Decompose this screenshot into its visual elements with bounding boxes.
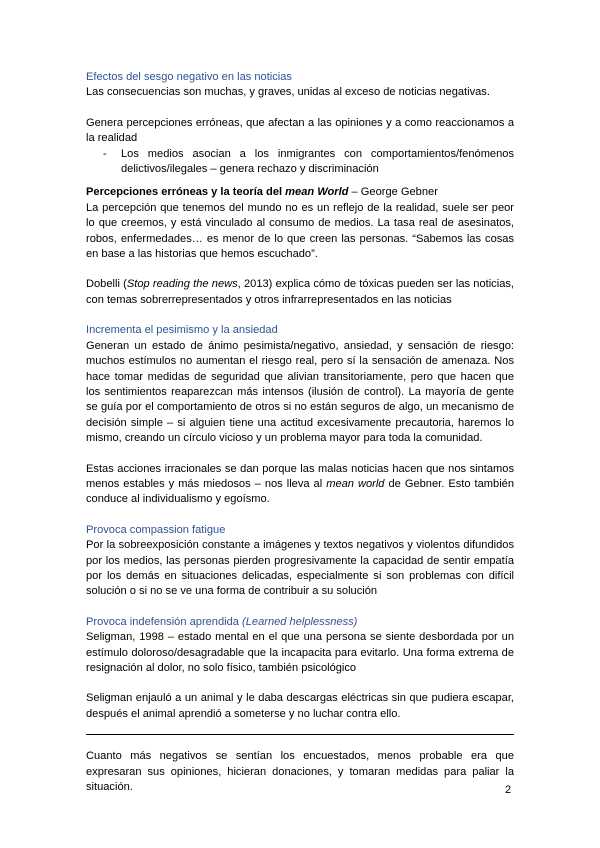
paragraph: Seligman, 1998 – estado mental en el que una persona se siente desbordada por un estímulo doloroso/desagradable que la incapacita para evitarlo. Una forma extrema de resignación al dolor, no solo físico, también psicológico	[86, 631, 514, 674]
paragraph: Cuanto más negativos se sentían los encuestados, menos probable era que expresaran sus opiniones, hicieran donaciones, y tomaran medidas para paliar la situación.	[86, 750, 514, 794]
emphasis: mean world	[326, 477, 385, 490]
title-part: Percepciones erróneas y la teoría del	[86, 186, 286, 199]
list-item	[86, 147, 514, 178]
paragraph	[86, 462, 514, 508]
bullet-dash: -	[103, 147, 107, 160]
paragraph: Las consecuencias son muchas, y graves, unidas al exceso de noticias negativas.	[86, 86, 490, 99]
section-title-compassion-fatigue: Provoca compassion fatigue	[86, 523, 226, 536]
section-title-pessimism: Incrementa el pesimismo y la ansiedad	[86, 324, 278, 337]
document-page	[86, 70, 514, 795]
book-title: Stop reading the news	[126, 278, 238, 291]
section-title-negative-bias: Efectos del sesgo negativo en las noticias	[86, 71, 292, 83]
paragraph: Por la sobreexposición constante a imágenes y textos negativos y violentos difundidos por los medios, las personas pierden progresivamente la capacidad de sentir empatía por los demás en situaciones delicadas, especialmente si son problemas con difícil solución o si no se ve una forma de contribuir a su solución	[86, 539, 514, 598]
horizontal-rule	[86, 734, 514, 735]
title-part: Provoca indefensión aprendida	[86, 615, 243, 628]
list-item-text: Los medios asocian a los inmigrantes con comportamientos/fenómenos delictivos/ilegales – genera rechazo y discriminación	[121, 147, 514, 176]
text-part: Estas acciones irracionales se dan porque las malas noticias hacen que nos sintamos menos estables y más miedosos – nos lleva al	[86, 462, 514, 490]
section-title-mean-world	[86, 185, 514, 200]
page-number: 2	[505, 784, 512, 796]
section-title-learned-helplessness	[86, 615, 514, 630]
paragraph: Genera percepciones erróneas, que afectan a las opiniones y a como reaccionamos a la realidad	[86, 116, 514, 145]
paragraph: Generan un estado de ánimo pesimista/negativo, ansiedad, y sensación de riesgo: muchos estímulos no aumentan el riesgo real, pero sí la sensación de amenaza. Nos hace tomar medidas de seguridad que alivian transitoriamente, pero que hacen que los sentimientos reaparezcan más intensos (ilusión de control). La mayoría de gente se guía por el comportamiento de otros si no están seguros de algo, un mecanismo de decisión simple – si alguien tiene una actitud excesivamente precautoria, haremos lo mismo, creando un círculo vicioso y un problema mayor para toda la comunidad.	[86, 339, 514, 445]
title-emphasis: mean World	[285, 186, 349, 199]
paragraph	[86, 277, 514, 308]
paragraph: La percepción que tenemos del mundo no es un reflejo de la realidad, suele ser peor lo que creemos, y está vinculado al consumo de medios. La tasa real de asesinatos, robos, enfermedades… es menor de lo que creen las personas. “Sabemos las cosas en base a las historias que hemos escuchado”.	[86, 201, 514, 261]
text-part: Dobelli (	[86, 278, 127, 291]
paragraph: Seligman enjauló a un animal y le daba descargas eléctricas sin que pudiera escapar, después el animal aprendió a someterse y no luchar contra ello.	[86, 692, 514, 720]
text-part: de Gebner. Esto también conduce al individualismo y egoísmo.	[86, 477, 515, 506]
text-part: , 2013) explica cómo de tóxicas pueden ser las noticias, con temas sobrerrepresentados y otros infrarrepresentados en las noticias	[86, 278, 514, 306]
title-emphasis: (Learned helplessness)	[242, 615, 358, 628]
title-part: – George Gebner	[348, 186, 438, 199]
